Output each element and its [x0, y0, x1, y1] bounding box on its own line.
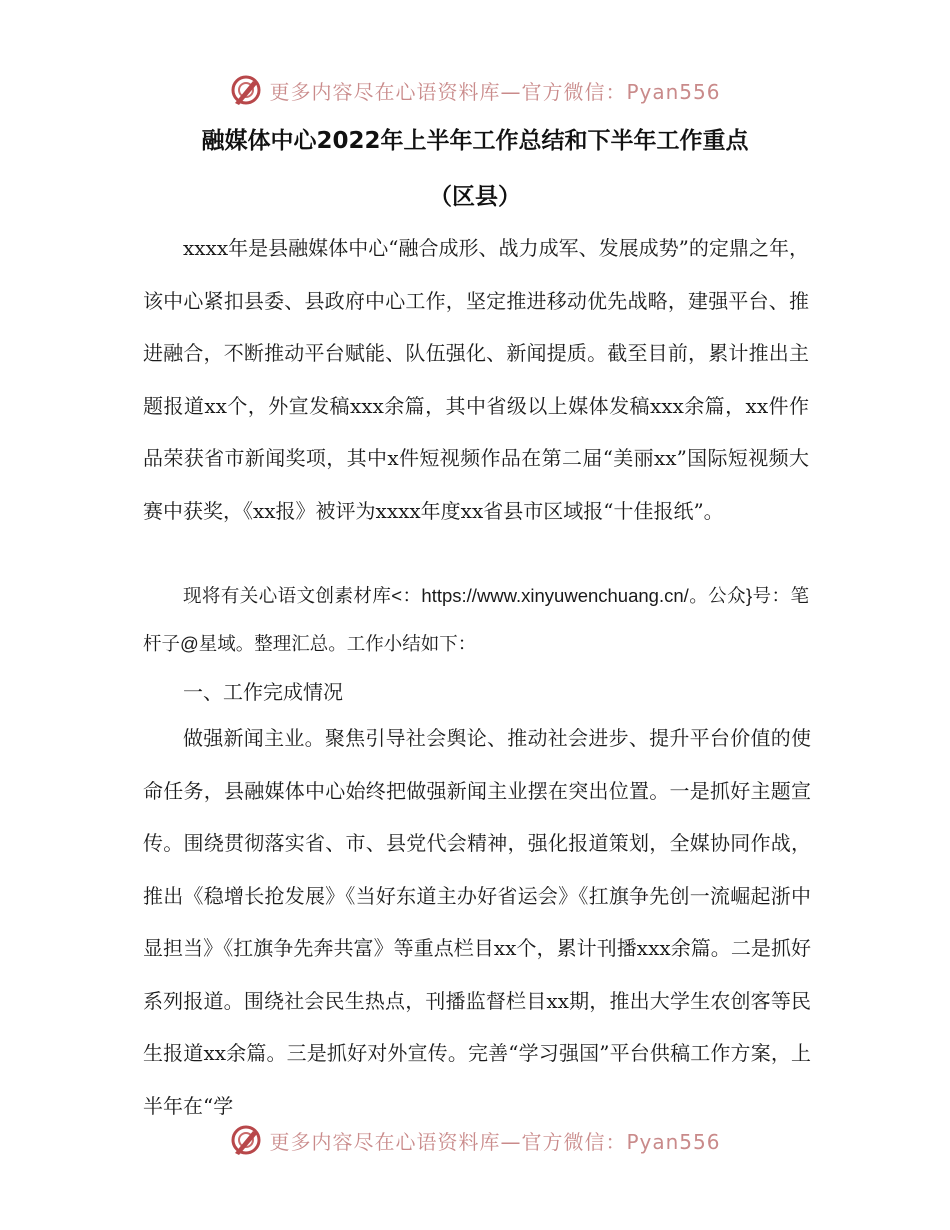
watermark-text: 更多内容尽在心语资料库—官方微信：Pyan556 — [269, 79, 721, 104]
pen-logo-icon — [229, 1123, 263, 1157]
watermark-banner-top — [0, 70, 950, 110]
watermark-banner-bottom — [0, 1120, 950, 1160]
document-title: 融媒体中心2022年上半年工作总结和下半年工作重点 — [201, 128, 749, 154]
news-work-paragraph: 做强新闻主业。聚焦引导社会舆论、推动社会进步、提升平台价值的使命任务，县融媒体中心始终把做强新闻主业摆在突出位置。一是抓好主题宣传。围绕贯彻落实省、市、县党代会精神，强化报道策划，全媒协同作战，推出《稳增长抢发展》《当好东道主办好省运会》《扛旗争先创一流崛起浙中显担当》《扛旗争先奔共富》等重点栏目xx个，累计刊播xxx余篇。二是抓好系列报道。围绕社会民生热点，刊播监督栏目xx期，推出大学生农创客等民生报道xx余篇。三是抓好对外宣传。完善“学习强国”平台供稿工作方案，上半年在“学 — [143, 726, 811, 1118]
intro-paragraph: xxxx年是县融媒体中心“融合成形、战力成军、发展成势”的定鼎之年，该中心紧扣县委、县政府中心工作，坚定推进移动优先战略，建强平台、推进融合，不断推动平台赋能、队伍强化、新闻提质。截至目前，累计推出主题报道xx个，外宣发稿xxx余篇，其中省级以上媒体发稿xxx余篇，xx件作品荣获省市新闻奖项，其中x件短视频作品在第二届“美丽xx”国际短视频大赛中获奖，《xx报》被评为xxxx年度xx省县市区域报“十佳报纸”。 — [143, 236, 809, 523]
source-note-paragraph: 现将有关心语文创素材库<：https://www.xinyuwenchuang.cn/。公众}号：笔杆子@星域。整理汇总。工作小结如下： — [143, 585, 809, 654]
section-heading: 一、工作完成情况 — [183, 680, 343, 704]
document-subtitle: （区县） — [429, 184, 521, 210]
pen-logo-icon — [229, 73, 263, 107]
watermark-text: 更多内容尽在心语资料库—官方微信：Pyan556 — [269, 1129, 721, 1154]
